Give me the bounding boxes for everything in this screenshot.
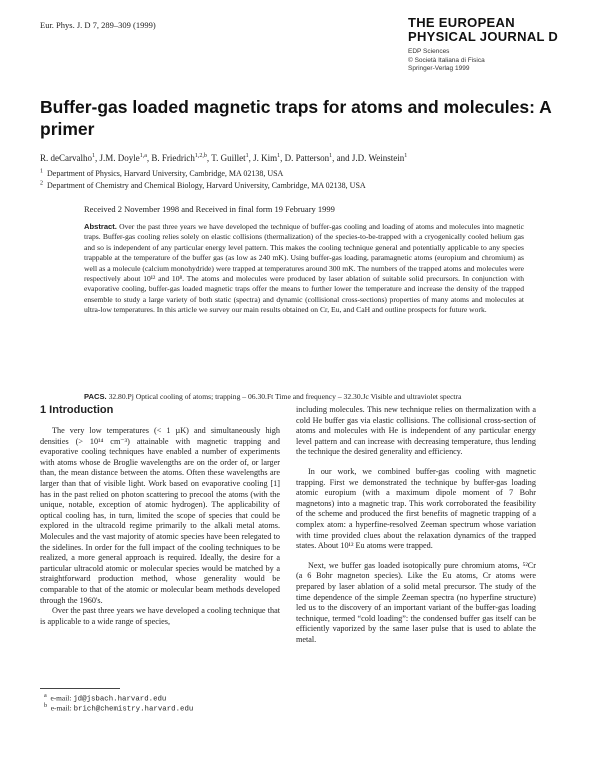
author: B. Friedrich$^{1,2,b}$	[151, 153, 207, 163]
abstract-label: Abstract.	[84, 222, 117, 231]
affiliation-1: $^1$ Department of Physics, Harvard University, Cambridge, MA 02138, USA	[40, 168, 284, 178]
footnote-a: $^a$ e-mail: jd@jsbach.harvard.edu	[44, 693, 167, 704]
publisher-line1: EDP Sciences	[408, 48, 450, 55]
paper-title: Buffer-gas loaded magnetic traps for atoms and molecules: A primer	[40, 97, 552, 139]
author: J.M. Doyle$^{1,a}$	[99, 153, 147, 163]
footnote-b: $^b$ e-mail: brich@chemistry.harvard.edu	[44, 703, 194, 714]
author: J.D. Weinstein$^1$	[351, 153, 408, 163]
publisher-line3: Springer-Verlag 1999	[408, 65, 470, 72]
received-dates: Received 2 November 1998 and Received in final form 19 February 1999	[84, 204, 335, 214]
body-column-right	[296, 405, 536, 645]
author: J. Kim$^1$	[253, 153, 281, 163]
paragraph: The very low temperatures (< 1 µK) and simultaneously high densities (> 10¹⁴ cm⁻³) attainable with magnetic trapping and evaporative cooling techniques have enabled a number of experiments with atoms whose de Broglie wavelengths are on the order of, or larger than, the mean distance between the atoms. Often these wavelengths are larger than that of visible light. Work based on evaporative cooling [1] has in the past relied on photon scattering to precool the atoms (with the unique, notable, exception of atomic hydrogen). The applicability of optical cooling has, in turn, limited the scope of species that could be explored in the ultracold regime primarily to the alkali metal atoms. Molecules and the vast majority of atomic species have been relegated to the sidelines. In order for the full impact of the cooling techniques to be realized, a more general approach is required. Ideally, the desire for a particular ultracold atomic or molecular species would be matched by a straightforward production method, whose generality would be comparable to that of the atomic or molecular beam methods developed through the 1960's.	[40, 426, 280, 605]
journal-name-line2: PHYSICAL JOURNAL D	[408, 29, 559, 44]
body-column-left	[40, 426, 280, 627]
affiliation-2: $^2$ Department of Chemistry and Chemical Biology, Harvard University, Cambridge, MA 02138, USA	[40, 180, 366, 190]
paragraph: In our work, we combined buffer-gas cooling with magnetic trapping. First we demonstrated the technique by buffer-gas loading atomic europium (with a maximum dipole moment of 7 Bohr magnetons) into a magnetic trap. This work corroborated the feasibility of the scheme and produced the first benefits of magnetic trapping of a complex atom: a hyperfine-resolved Zeeman spectrum whose variation with time provided clues about the relaxation dynamics of the trapped states. About 10¹² Eu atoms were trapped.	[296, 466, 536, 551]
paragraph: Over the past three years we have developed a cooling technique that is applicable to a wide range of species,	[40, 606, 280, 626]
section-heading: 1 Introduction	[40, 404, 114, 416]
publisher-line2: © Società Italiana di Fisica	[408, 56, 485, 64]
pacs-label: PACS.	[84, 392, 107, 401]
pacs-text: 32.80.Pj Optical cooling of atoms; trapping – 06.30.Ft Time and frequency – 32.30.Jc Visible and ultraviolet spectra	[108, 392, 462, 401]
author: D. Patterson$^1$	[284, 153, 333, 163]
publisher-info	[408, 48, 485, 74]
journal-reference: Eur. Phys. J. D 7, 289–309 (1999)	[40, 20, 156, 30]
paragraph: including molecules. This new technique relies on thermalization with a cold He buffer gas via elastic collisions. The collisional cross-section of atoms and molecules with He is independent of any particular energy level pattern and can increase with decreasing temperature, thus lending the technique the desired generality and efficiency.	[296, 405, 536, 457]
email-link[interactable]: jd@jsbach.harvard.edu	[73, 695, 167, 704]
abstract	[84, 222, 524, 316]
author: R. deCarvalho$^1$	[40, 153, 95, 163]
footnote-rule	[40, 688, 120, 689]
author-list: R. deCarvalho$^1$, J.M. Doyle$^{1,a}$, B. Friedrich$^{1,2,b}$, T. Guillet$^1$, J. Kim$^1$, D. Patterson$^1$, and J.D. Weinstein$^1$	[40, 153, 408, 163]
journal-name-line1: THE EUROPEAN	[408, 15, 515, 30]
pacs-codes	[84, 392, 524, 402]
paragraph: Next, we buffer gas loaded isotopically pure chromium atoms, ⁵²Cr (a 6 Bohr magneton species). Like the Eu atoms, Cr atoms were prepared by laser ablation of a solid metal precursor. The study of the time dependence of the simple Zeeman spectra (no hyperfine structure) led us to the discovery of an important variant of the buffer-gas loading technique, termed “cold loading”: the condensed buffer gas itself can be efficiently vaporized by the same laser pulse that is used to ablate the metal.	[296, 560, 536, 644]
abstract-text: Over the past three years we have developed the technique of buffer-gas cooling and loading of atoms and molecules into magnetic traps. Buffer-gas cooling relies solely on elastic collisions (thermalization) of the species-to-be-trapped with a cryogenically cooled helium gas and so is independent of any particular energy level pattern. This makes the cooling technique general and potentially applicable to any species trappable at the temperature of the buffer gas (as low as 240 mK). Using buffer-gas loading, paramagnetic atoms (europium and chromium) as well as a molecule (calcium monohydride) were trapped at temperatures around 300 mK. The numbers of the trapped atoms and molecules were respectively about 10¹² and 10⁸. The atoms and molecules were produced by laser ablation of suitable solid precursors. In conjunction with evaporative cooling, buffer-gas loaded magnetic traps offer the means to further lower the temperature and increase the density of the trapped ensemble to study a large variety of both static (spectra) and dynamic (collisional cross-sections) properties of many atoms and molecules at ultra-low temperatures. In this article we survey our main results obtained on Cr, Eu, and CaH and outline prospects for future work.	[84, 222, 524, 315]
author: T. Guillet$^1$	[211, 153, 249, 163]
email-link[interactable]: brich@chemistry.harvard.edu	[73, 705, 194, 714]
journal-name	[408, 16, 558, 44]
